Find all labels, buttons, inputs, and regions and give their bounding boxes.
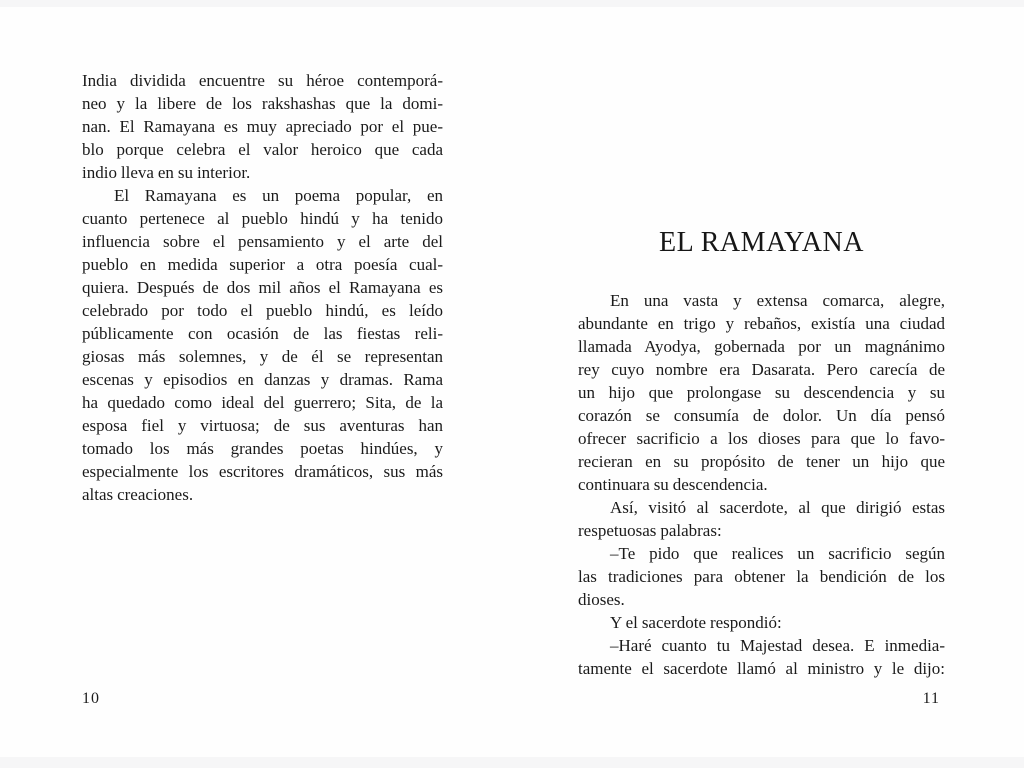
text-line: corazón se consumía de dolor. Un día pensó xyxy=(578,406,945,425)
page-left-text-block xyxy=(82,69,443,506)
text-line: abundante en trigo y rebaños, existía una ciudad xyxy=(578,314,945,333)
text-line: influencia sobre el pensamiento y el arte del xyxy=(82,232,443,251)
text-line: quiera. Después de dos mil años el Ramayana es xyxy=(82,278,443,297)
text-line: El Ramayana es un poema popular, en xyxy=(114,186,443,205)
text-line: tomado los más grandes poetas hindúes, y xyxy=(82,439,443,458)
text-line: llamada Ayodya, gobernada por un magnánimo xyxy=(578,337,945,356)
text-line: especialmente los escritores dramáticos, sus más xyxy=(82,462,443,481)
page-number-left: 10 xyxy=(82,690,100,707)
text-line: giosas más solemnes, y de él se representan xyxy=(82,347,443,366)
text-line: las tradiciones para obtener la bendición de los xyxy=(578,567,945,586)
text-line: neo y la libere de los rakshashas que la domi- xyxy=(82,94,443,113)
text-line: –Haré cuanto tu Majestad desea. E inmedia- xyxy=(610,636,945,655)
text-line: ha quedado como ideal del guerrero; Sita, de la xyxy=(82,393,443,412)
text-line: un hijo que prolongase su descendencia y su xyxy=(578,383,945,402)
text-line: cuanto pertenece al pueblo hindú y ha tenido xyxy=(82,209,443,228)
text-line: tamente el sacerdote llamó al ministro y le dijo: xyxy=(578,659,945,678)
text-line: ofrecer sacrificio a los dioses para que lo favo- xyxy=(578,429,945,448)
text-line: rey cuyo nombre era Dasarata. Pero carecía de xyxy=(578,360,945,379)
text-line: respetuosas palabras: xyxy=(578,521,722,540)
text-line: escenas y episodios en danzas y dramas. Rama xyxy=(82,370,443,389)
text-line: nan. El Ramayana es muy apreciado por el pue- xyxy=(82,117,443,136)
text-line: Así, visitó al sacerdote, al que dirigió estas xyxy=(610,498,945,517)
page-right-text-block xyxy=(578,289,945,680)
text-line: –Te pido que realices un sacrificio según xyxy=(610,544,945,563)
page-number-right: 11 xyxy=(922,690,940,707)
text-line: India dividida encuentre su héroe contemporá- xyxy=(82,71,443,90)
page-right xyxy=(512,0,1024,768)
text-line: Y el sacerdote respondió: xyxy=(610,613,782,632)
text-line: celebrado por todo el pueblo hindú, es leído xyxy=(82,301,443,320)
text-line: pueblo en medida superior a otra poesía cual- xyxy=(82,255,443,274)
text-line: continuara su descendencia. xyxy=(578,475,768,494)
text-line: altas creaciones. xyxy=(82,485,194,504)
text-line: En una vasta y extensa comarca, alegre, xyxy=(610,291,945,310)
text-line: públicamente con ocasión de las fiestas reli- xyxy=(82,324,443,343)
text-line: blo porque celebra el valor heroico que cada xyxy=(82,140,443,159)
text-line: dioses. xyxy=(578,590,625,609)
text-line: indio lleva en su interior. xyxy=(82,163,251,182)
text-line: recieran en su propósito de tener un hijo que xyxy=(578,452,945,471)
text-line: esposa fiel y virtuosa; de sus aventuras han xyxy=(82,416,443,435)
chapter-title: EL RAMAYANA xyxy=(659,227,864,258)
